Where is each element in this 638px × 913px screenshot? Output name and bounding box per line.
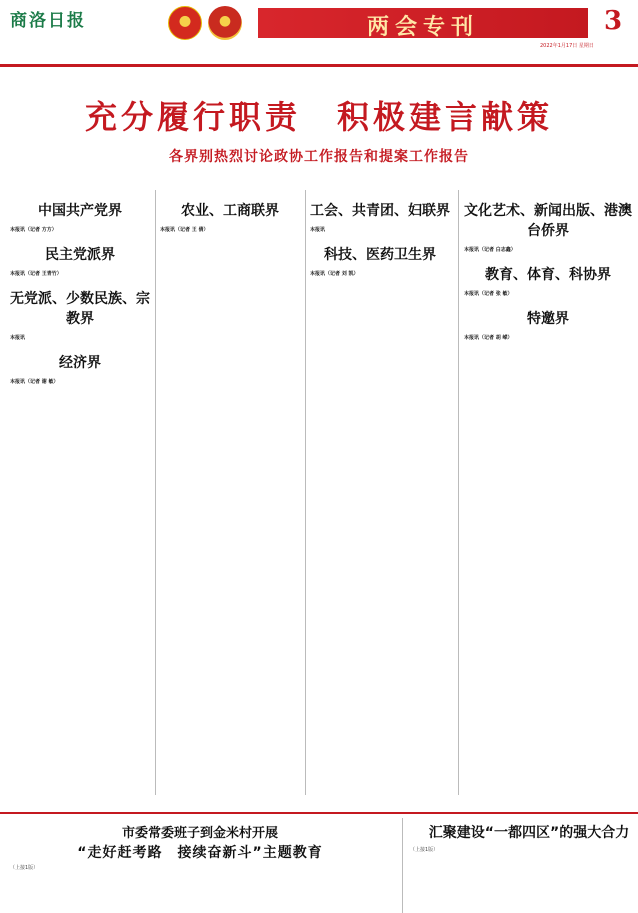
section-title: 特邀界: [527, 311, 569, 327]
column-divider: [458, 190, 459, 795]
column-2: [160, 190, 300, 800]
section-reporter: 本报讯（记者 白志鑫）: [464, 247, 516, 253]
bottom-rule: [0, 812, 638, 814]
main-headline: 充分履行职责 积极建言献策: [84, 98, 553, 136]
bottom-divider: [402, 818, 403, 913]
masthead: [0, 0, 638, 80]
hero: [0, 92, 638, 166]
section-title: 农业、工商联界: [181, 203, 279, 219]
main-subheadline: 各界别热烈讨论政协工作报告和提案工作报告: [169, 149, 469, 165]
national-emblem-icon: [168, 6, 202, 40]
section-title: 文化艺术、新闻出版、港澳台侨界: [464, 203, 632, 239]
header-rule: [0, 64, 638, 67]
section-title: 民主党派界: [45, 247, 115, 263]
column-3: [310, 190, 450, 800]
section-reporter: 本报讯（记者 张 敏）: [464, 291, 513, 297]
section-reporter: 本报讯（记者 王 倩）: [160, 227, 209, 233]
issue-date: 2022年1月17日 星期日: [540, 43, 594, 49]
section-title: 教育、体育、科协界: [485, 267, 611, 283]
bottom-left-title: 市委常委班子到金米村开展: [121, 826, 278, 841]
section-title: 两会专刊: [366, 14, 479, 40]
column-1: [10, 190, 150, 800]
column-divider: [155, 190, 156, 795]
section-reporter: 本报讯: [310, 227, 326, 233]
section-reporter: 本报讯（记者 谢 敏）: [10, 379, 59, 385]
page-number: 3: [604, 6, 623, 36]
paper-logo: 商洛日报: [10, 11, 86, 31]
cppcc-emblem-icon: [208, 6, 242, 40]
section-banner: [258, 8, 588, 38]
section-reporter: 本报讯: [10, 335, 26, 341]
section-title: 无党派、少数民族、宗教界: [10, 291, 150, 327]
bottom-left-text: （上接1版）: [10, 865, 39, 871]
bottom-right-text: （上接1版）: [410, 847, 439, 853]
section-title: 中国共产党界: [38, 203, 122, 219]
column-4: [464, 190, 632, 800]
bottom-left-subtitle: “走好赶考路 接续奋新斗”主题教育: [77, 845, 323, 861]
section-title: 科技、医药卫生界: [324, 247, 436, 263]
section-title: 工会、共青团、妇联界: [310, 203, 450, 219]
bottom-right-title: 汇聚建设“一都四区”的强大合力: [428, 825, 630, 841]
column-divider: [305, 190, 306, 795]
section-reporter: 本报讯（记者 胡 嵘）: [464, 335, 513, 341]
section-reporter: 本报讯（记者 方方）: [10, 227, 57, 233]
section-reporter: 本报讯（记者 王青竹）: [10, 271, 62, 277]
section-reporter: 本报讯（记者 刘 凯）: [310, 271, 359, 277]
section-title: 经济界: [59, 355, 101, 371]
